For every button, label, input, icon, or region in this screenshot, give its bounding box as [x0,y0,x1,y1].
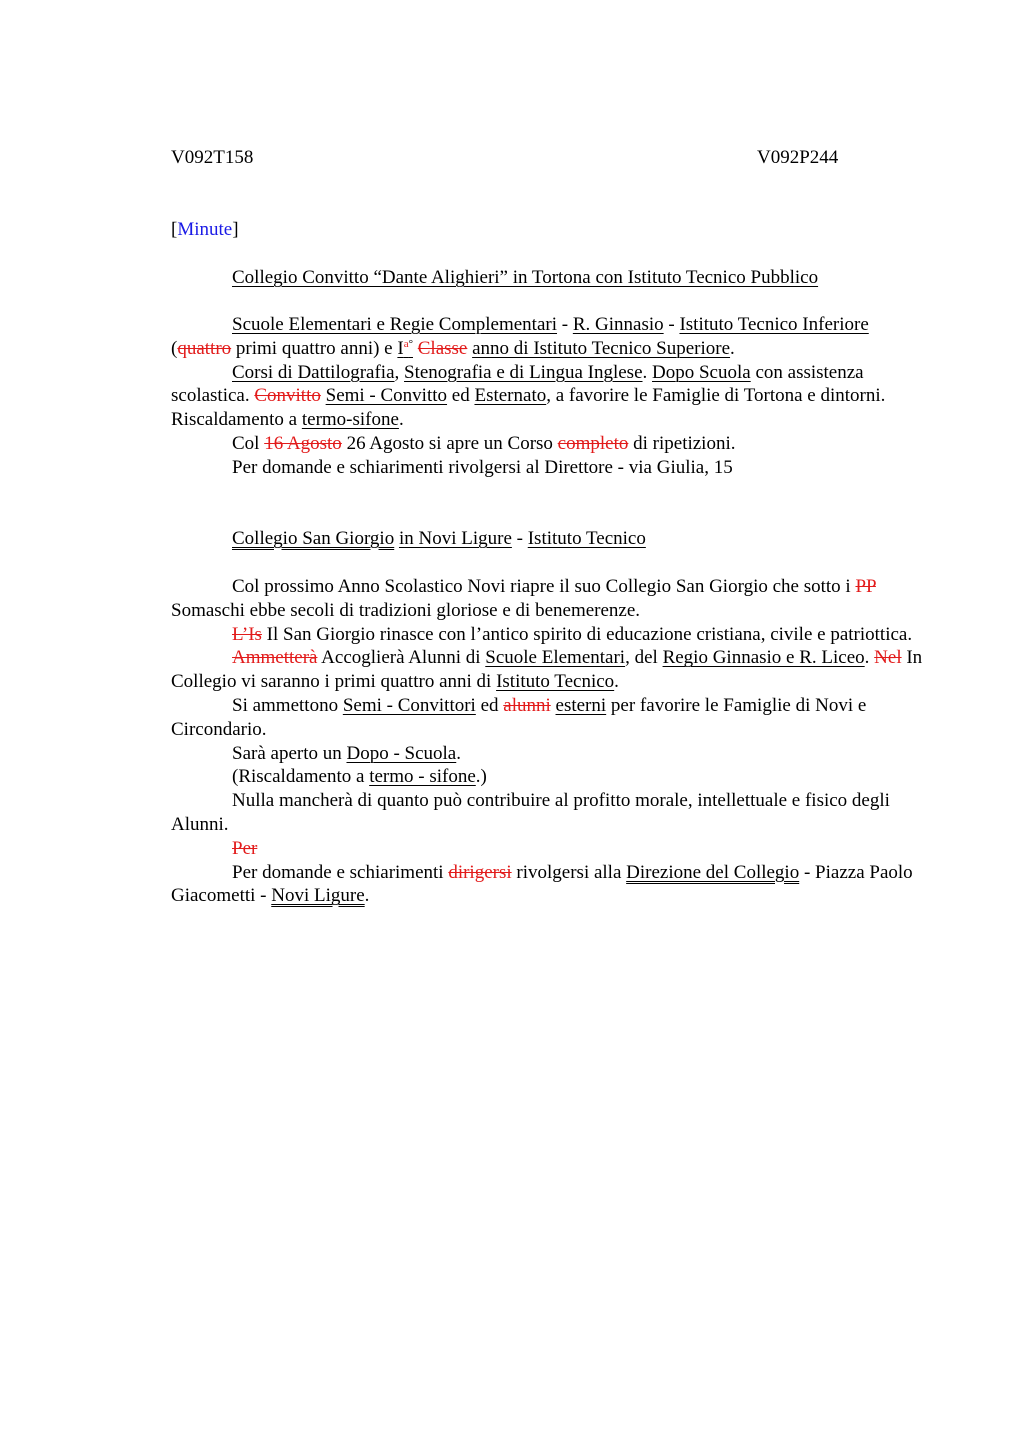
scuole-elementari-text: Scuole Elementari e Regie Complementari [232,314,558,335]
right-document-code: V092P244 [757,147,839,168]
left-document-code: V092T158 [171,147,254,168]
dopo-scuola-text: Dopo Scuola [652,361,751,383]
novi-title-block [171,527,931,551]
novi-paragraph-5 [171,742,931,766]
novi-paragraph-3 [171,646,931,694]
deleted-text: quattro [177,337,232,359]
text-run: ed [447,385,475,407]
text-run: Col prossimo Anno Scolastico Novi riapre il suo Collegio San Giorgio che sotto i [232,576,856,597]
novi-paragraph-7: Nulla mancherà di quanto può contribuire al profitto morale, intellettuale e fisico degli Alunni. [171,790,890,835]
text-run: Si ammettono [232,694,343,716]
deleted-text: Convitto [254,385,321,407]
text-run: I [397,337,404,359]
novi-title [171,527,931,551]
text-run: primi quattro anni) e [231,337,398,359]
scuole-elementari-text: Scuole Elementari [485,647,626,669]
deleted-text: dirigersi [448,861,512,883]
tortona-paragraph-1 [171,313,931,361]
text-run: .) [475,766,487,788]
istituto-tecnico-text: Istituto Tecnico [496,671,615,693]
text-run: ( [171,337,178,359]
tortona-title-text: Collegio Convitto “Dante Alighieri” in Tortona con Istituto Tecnico Pubblico [232,267,819,288]
termo-sifone-text: termo-sifone [301,409,399,431]
deleted-text: Nel [874,647,902,669]
semi-convitto-text: Semi - Convitto [325,385,448,407]
tag-open-bracket: [ [171,219,178,240]
novi-paragraph-8 [171,837,931,861]
esternato-text: Esternato [474,385,547,407]
degree-superscript: ° [408,337,413,350]
direzione-collegio-text: Direzione del Collegio [626,861,800,883]
deleted-text: 16 Agosto [264,432,342,454]
deleted-text: alunni [503,694,551,716]
tortona-title [171,266,931,290]
istituto-inferiore-text: Istituto Tecnico Inferiore [679,314,869,335]
text-run: . [398,409,404,431]
text-run: Somaschi ebbe secoli di tradizioni gloriose e di benemerenze. [171,599,641,621]
text-run: , [394,361,405,383]
deleted-text: Ammetterà [232,647,318,669]
text-run: . [730,337,735,359]
text-run: 26 Agosto si apre un Corso [341,432,558,454]
text-run: Per domande e schiarimenti [232,861,449,883]
ginnasio-liceo-text: Regio Ginnasio e R. Liceo [662,647,865,669]
text-run: Accoglierà Alunni di [317,647,486,669]
deleted-text: L’Is [232,623,262,645]
ginnasio-text: R. Ginnasio [572,314,664,335]
istituto-superiore-text: anno di Istituto Tecnico Superiore [472,337,731,359]
collegio-san-giorgio-text: Collegio San Giorgio [232,528,395,549]
text-run: rivolgersi alla [511,861,627,883]
deleted-text: completo [557,432,629,454]
dattilografia-text: Corsi di Dattilografia [232,361,395,383]
text-run: con assistenza scolastica. [171,361,864,407]
text-run: ed [475,694,504,716]
text-run: - [663,314,680,335]
stenografia-text: Stenografia e di Lingua Inglese [404,361,643,383]
novi-paragraph-9 [171,861,931,909]
novi-paragraph-2 [171,623,931,647]
semi-convittori-text: Semi - Convittori [342,694,476,716]
novi-body [171,575,931,908]
text-run: per favorire le Famiglie di Novi e Circondario. [171,694,867,740]
termo-sifone-text: termo - sifone [369,766,476,788]
novi-ligure-text: Novi Ligure [271,885,365,907]
text-run: , del [625,647,663,669]
text-run: - Piazza Paolo Giacometti - [171,861,913,907]
text-run: (Riscaldamento a [232,766,370,788]
novi-paragraph-6 [171,765,931,789]
tag-label: Minute [177,219,233,240]
tortona-paragraph-2 [171,361,931,432]
deleted-superscript: a [403,337,409,350]
minute-tag [171,218,239,242]
text-run: , a favorire le Famiglie di Tortona e dintorni. Riscaldamento a [171,385,886,431]
text-run: Il San Giorgio rinasce con l’antico spirito di educazione cristiana, civile e patriottica. [261,623,913,645]
dopo-scuola-text: Dopo - Scuola [346,742,457,764]
tortona-paragraph-4: Per domande e schiarimenti rivolgersi al Direttore - via Giulia, 15 [232,456,733,478]
esterni-text: esterni [555,694,607,716]
text-run: . [864,647,875,669]
text-run: di ripetizioni. [628,432,736,454]
deleted-text: Per [232,837,258,859]
novi-ligure-text: in Novi Ligure [398,528,512,549]
text-run: - [511,528,528,549]
text-run: Col [232,432,265,454]
text-run: . [456,742,461,764]
deleted-text: PP [855,576,876,597]
first-year-marker [397,338,413,359]
text-run: . [614,671,619,693]
novi-paragraph-1 [171,575,931,623]
tortona-body [171,313,931,480]
novi-paragraph-4 [171,694,931,742]
tortona-title-block [171,266,931,290]
text-run: In Collegio vi saranno i primi quattro anni di [171,647,923,693]
istituto-tecnico-text: Istituto Tecnico [527,528,646,549]
tortona-paragraph-3 [171,432,931,456]
text-run: . [364,885,370,907]
deleted-text: Classe [417,337,468,359]
text-run: - [557,314,573,335]
tag-close-bracket: ] [232,219,239,240]
text-run: Sarà aperto un [232,742,347,764]
text-run: . [642,361,653,383]
